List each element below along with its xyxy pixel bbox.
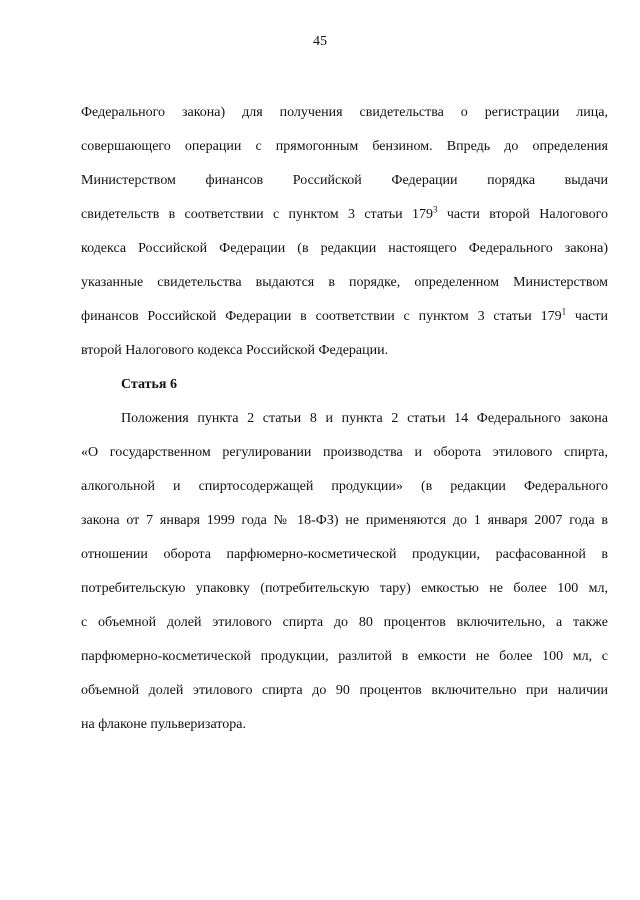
text-fragment: части второй Налогового (437, 207, 608, 222)
text-line: отношении оборота парфюмерно-косметической продукции, расфасованной в (81, 547, 608, 562)
text-line: парфюмерно-косметической продукции, разлитой в емкости не более 100 мл, с (81, 649, 608, 664)
document-body (81, 96, 608, 742)
text-line: совершающего операции с прямогонным бензином. Впредь до определения (81, 139, 608, 154)
text-line: кодекса Российской Федерации (в редакции настоящего Федерального закона) (81, 241, 608, 256)
superscript: 3 (433, 204, 438, 215)
text-fragment: свидетельств в соответствии с пунктом 3 статьи 179 (81, 207, 433, 222)
text-line: объемной долей этилового спирта до 90 процентов включительно при наличии (81, 683, 608, 698)
text-line: Министерством финансов Российской Федерации порядка выдачи (81, 173, 608, 188)
text-line: закона от 7 января 1999 года № 18-ФЗ) не применяются до 1 января 2007 года в (81, 513, 608, 528)
text-line: Положения пункта 2 статьи 8 и пункта 2 статьи 14 Федерального закона (121, 411, 608, 426)
paragraph-article-6 (81, 402, 608, 742)
page-number: 45 (313, 34, 327, 49)
text-line: Федерального закона) для получения свидетельства о регистрации лица, (81, 105, 608, 120)
text-fragment: финансов Российской Федерации в соответствии с пунктом 3 статьи 179 (81, 309, 562, 324)
paragraph-certificates (81, 96, 608, 368)
text-line: алкогольной и спиртосодержащей продукции» (в редакции Федерального (81, 479, 608, 494)
text-fragment: части (566, 309, 608, 324)
text-line (81, 198, 608, 232)
text-line: «О государственном регулировании производства и оборота этилового спирта, (81, 445, 608, 460)
text-line: с объемной долей этилового спирта до 80 процентов включительно, а также (81, 615, 608, 630)
text-line: указанные свидетельства выдаются в порядке, определенном Министерством (81, 275, 608, 290)
article-heading: Статья 6 (121, 377, 177, 392)
text-line: потребительскую упаковку (потребительскую тару) емкостью не более 100 мл, (81, 581, 608, 596)
text-line: второй Налогового кодекса Российской Федерации. (81, 343, 389, 358)
superscript: 1 (561, 306, 567, 317)
text-line: на флаконе пульверизатора. (81, 717, 246, 732)
text-line (81, 300, 608, 334)
